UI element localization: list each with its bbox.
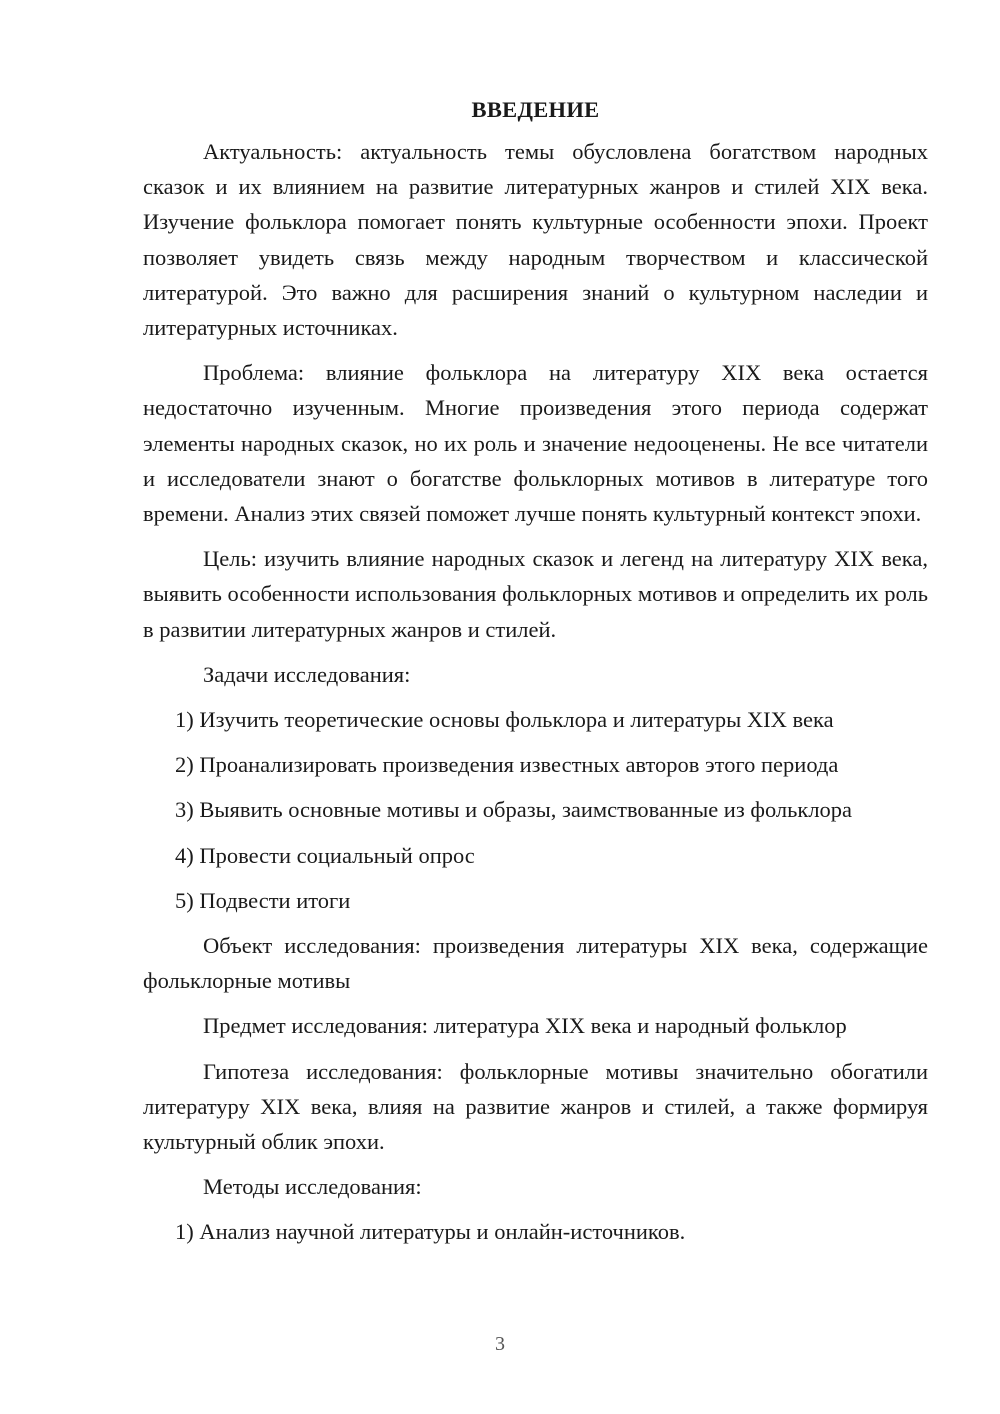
task-item: 2) Проанализировать произведения известных авторов этого периода bbox=[175, 752, 839, 778]
problem-paragraph: Проблема: влияние фольклора на литературу XIX века остается недостаточно изученным. Многие произведения этого периода содержат элементы народных сказок, но их роль и значение недооценены. Не все читатели и исследователи знают о богатстве фольклорных мотивов в литературе того времени. Анализ этих связей поможет лучше понять культурный контекст эпохи. bbox=[143, 360, 928, 527]
hypothesis-paragraph: Гипотеза исследования: фольклорные мотивы значительно обогатили литературу XIX века, влияя на развитие жанров и стилей, а также формируя культурный облик эпохи. bbox=[143, 1058, 928, 1155]
page-number: 3 bbox=[495, 1333, 505, 1355]
task-item: 3) Выявить основные мотивы и образы, заимствованные из фольклора bbox=[175, 797, 853, 823]
page-title: ВВЕДЕНИЕ bbox=[471, 97, 600, 122]
tasks-heading: Задачи исследования: bbox=[203, 661, 411, 687]
relevance-paragraph: Актуальность: актуальность темы обусловлена богатством народных сказок и их влиянием на развитие литературных жанров и стилей XIX века. Изучение фольклора помогает понять культурные особенности эпохи. Проект позволяет увидеть связь между народным творчеством и классической литературой. Это важно для расширения знаний о культурном наследии и литературных источниках. bbox=[143, 139, 928, 341]
object-paragraph: Объект исследования: произведения литературы XIX века, содержащие фольклорные мотивы bbox=[143, 933, 928, 994]
goal-paragraph: Цель: изучить влияние народных сказок и легенд на литературу XIX века, выявить особенности использования фольклорных мотивов и определить их роль в развитии литературных жанров и стилей. bbox=[143, 546, 928, 642]
task-item: 4) Провести социальный опрос bbox=[175, 842, 475, 868]
subject-paragraph: Предмет исследования: литература XIX века и народный фольклор bbox=[203, 1013, 847, 1039]
task-item: 1) Изучить теоретические основы фольклора и литературы XIX века bbox=[175, 707, 834, 733]
task-item: 5) Подвести итоги bbox=[175, 887, 351, 913]
method-item: 1) Анализ научной литературы и онлайн-источников. bbox=[175, 1219, 686, 1245]
methods-heading: Методы исследования: bbox=[203, 1174, 422, 1200]
document-page bbox=[143, 92, 928, 1260]
